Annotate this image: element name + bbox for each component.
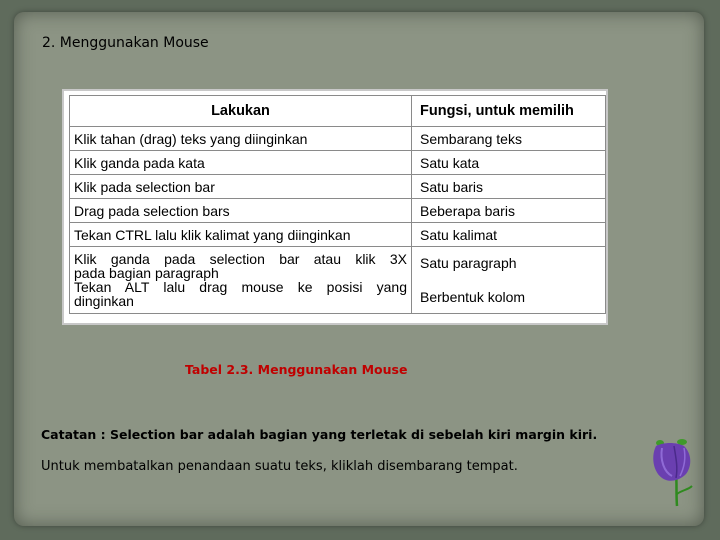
flower-icon [646,436,702,508]
cell-action: Klik ganda pada kata [70,151,412,175]
table-caption: Tabel 2.3. Menggunakan Mouse [185,362,408,377]
table [69,95,606,314]
header-fungsi: Fungsi, untuk memilih [412,96,606,127]
table-row [70,127,606,151]
function-line: Satu paragraph [420,255,517,271]
paragraph-text: Untuk membatalkan penandaan suatu teks, kliklah disembarang tempat. [41,459,518,474]
header-lakukan: Lakukan [70,96,412,127]
table-row [70,151,606,175]
cell-function: Satu kata [412,151,606,175]
table-row [70,223,606,247]
table-header-row [70,96,606,127]
cell-function-multi [412,247,606,314]
cell-action: Klik pada selection bar [70,175,412,199]
function-line: Berbentuk kolom [420,289,526,305]
cell-function: Satu baris [412,175,606,199]
cell-action: Tekan CTRL lalu klik kalimat yang diinginkan [70,223,412,247]
table-row [70,199,606,223]
mouse-selection-table [62,89,608,325]
cell-action: Drag pada selection bars [70,199,412,223]
cell-action: Klik tahan (drag) teks yang diinginkan [70,127,412,151]
action-line: Klik ganda pada selection bar atau klik 3X [74,251,407,267]
cell-function: Satu kalimat [412,223,606,247]
note-text: Catatan : Selection bar adalah bagian yang terletak di sebelah kiri margin kiri. [41,427,598,442]
action-line: pada bagian paragraph [74,265,219,281]
cell-function: Sembarang teks [412,127,606,151]
table-row [70,175,606,199]
cell-function: Beberapa baris [412,199,606,223]
cell-action-multi [70,247,412,314]
section-heading: 2. Menggunakan Mouse [42,35,209,51]
table-row-multi [70,247,606,314]
action-line: Tekan ALT lalu drag mouse ke posisi yang [74,279,407,295]
action-line: dinginkan [74,293,134,309]
